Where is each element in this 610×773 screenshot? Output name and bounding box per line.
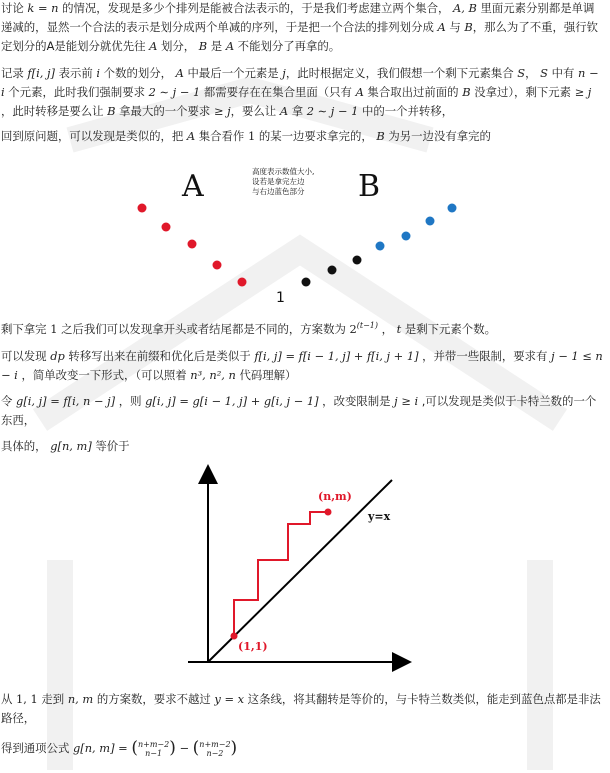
end-point-label: (n,m) xyxy=(318,490,352,503)
diagram-note-line-2: 设若是拿完左边 xyxy=(252,177,305,186)
paragraph-5: 可以发现 dp 转移写出来在前缀和优化后是类似于 f[i, j] = f[i − 1, j] + f[i, j + 1] ，并带一些限制，要求有 j − 1 ≤ n − i ，简单改变一下形式，（可以照着 n³, n², n 代码理解） xyxy=(1,349,603,382)
binomial-2: n+m−2 n−2 xyxy=(199,739,231,758)
paragraph-2: 记录 f[i, j] 表示前 i 个数的划分， A 中最后一个元素是 j，此时根据定义，我们假想一个剩下元素集合 S， S 中有 n − i 个元素，此时我们强制要求 2 ∼ j − 1 都需要存在在集合里面（只有 A 集合取出过前面的 B 没拿过），剩下元素 ≥ j ，此时转移是要么让 B 拿最大的一个要求 ≥ j，要么让 A 拿 2 ∼ j − 1 中的一个并转移， xyxy=(1,66,599,118)
diagram-note-line-3: 与右边蓝色部分 xyxy=(252,187,305,196)
start-point-label: (1,1) xyxy=(238,640,268,653)
diagonal-label: y=x xyxy=(368,510,391,523)
start-point xyxy=(231,633,238,640)
blue-dot xyxy=(402,232,411,241)
set-b-label: B xyxy=(358,169,381,204)
black-dot xyxy=(353,256,362,265)
binomial-1: n+m−2 n−1 xyxy=(137,739,170,758)
paragraph-3: 回到原问题，可以发现是类似的，把 A 集合看作 1 的某一边要求拿完的， B 为另一边没有拿完的 xyxy=(1,129,491,143)
partition-diagram xyxy=(120,160,480,310)
paragraph-4: 剩下拿完 1 之后我们可以发现拿开头或者结尾都是不同的，方案数为 $2^{(t-1)}$ ， t 是剩下元素个数。 xyxy=(1,321,496,336)
red-dot xyxy=(138,204,147,213)
red-dot xyxy=(213,261,222,270)
red-dot xyxy=(188,240,197,249)
set-a-label: A xyxy=(182,169,204,204)
paragraph-9: 得到通项公式 g[n, m] = (n+m−2 n−1 ) − (n+m−2 n−2 ) xyxy=(1,738,238,758)
diagram-note-line-1: 高度表示数值大小, xyxy=(252,167,315,176)
blue-dot xyxy=(426,217,435,226)
blue-dot xyxy=(448,204,457,213)
paragraph-1: 讨论 k = n 的情况，发现是多少个排列是能被合法表示的，于是我们考虑建立两个集合， A, B 里面元素分别都是单调递减的，显然一个合法的表示是划分成两个单减的序列，于是把一个合法的排列划分成 A 与 B，那么为了不重，强行钦定划分的A是能划分就优先往 A 划分， B 是 A 不能划分了再拿的。 xyxy=(1,1,599,53)
lattice-path-diagram xyxy=(180,462,420,677)
lattice-path xyxy=(234,512,328,636)
paragraph-8: 从 1, 1 走到 n, m 的方案数，要求不越过 y = x 这条线，将其翻转是等价的，与卡特兰数类似，能走到蓝色点都是非法路径， xyxy=(1,692,601,725)
end-point xyxy=(325,509,332,516)
black-dot xyxy=(302,278,311,287)
blue-dot xyxy=(376,242,385,251)
red-dot xyxy=(238,278,247,287)
min-element-label: 1 xyxy=(276,290,285,306)
red-dot xyxy=(162,223,171,232)
black-dot xyxy=(328,266,337,275)
paragraph-6: 令 g[i, j] = f[i, n − j] ，则 g[i, j] = g[i − 1, j] + g[i, j − 1] ，改变限制是 j ≥ i ,可以发现是类似于卡特兰数的一个东西， xyxy=(1,394,597,427)
paragraph-7: 具体的， g[n, m] 等价于 xyxy=(1,439,130,453)
